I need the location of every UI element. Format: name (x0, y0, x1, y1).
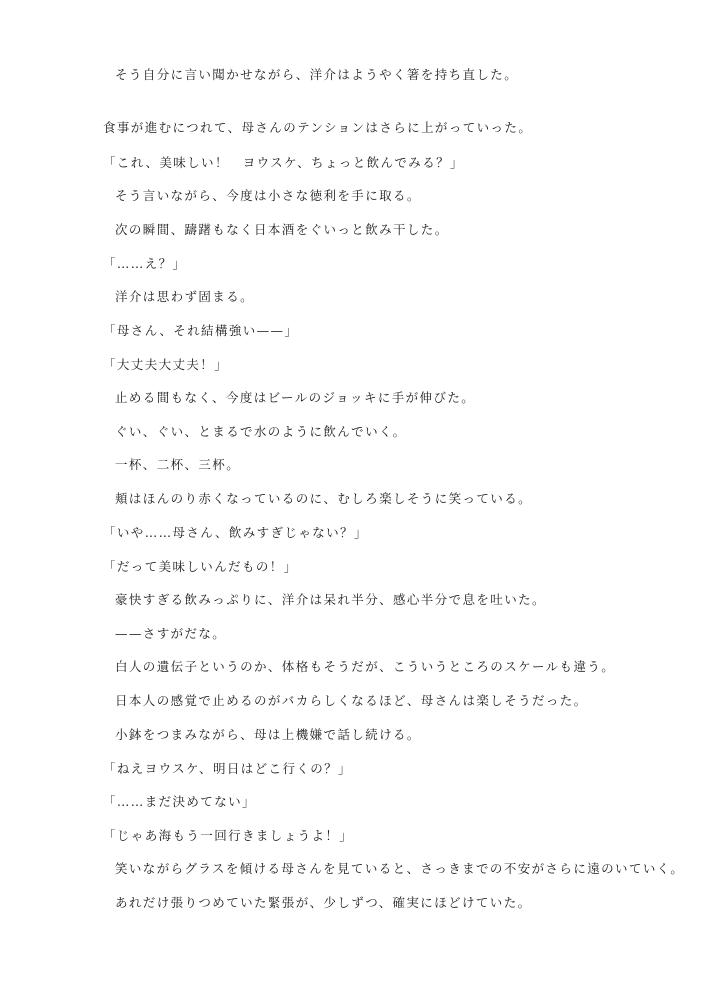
paragraph-line: あれだけ張りつめていた緊張が、少しずつ、確実にほどけていた。 (115, 895, 532, 910)
dialogue-line: 「……え？」 (103, 256, 187, 271)
paragraph-line: 頬はほんのり赤くなっているのに、むしろ楽しそうに笑っている。 (115, 491, 533, 506)
paragraph-line: ぐい、ぐい、とまるで水のように飲んでいく。 (115, 424, 407, 439)
dialogue-line: 「だって美味しいんだもの！」 (103, 559, 298, 574)
dialogue-line: 「ねえヨウスケ、明日はどこ行くの？」 (103, 761, 352, 776)
paragraph-line: 洋介は思わず固まる。 (115, 289, 255, 304)
paragraph-line: 食事が進むにつれて、母さんのテンションはさらに上がっていった。 (103, 120, 533, 135)
paragraph-line: そう言いながら、今度は小さな徳利を手に取る。 (115, 188, 421, 203)
dialogue-line: 「いや……母さん、飲みすぎじゃない？」 (103, 525, 368, 540)
dialogue-line: 「大丈夫大丈夫！」 (103, 357, 229, 372)
dialogue-line: 「……まだ決めてない」 (103, 794, 256, 809)
paragraph-line: 小鉢をつまみながら、母は上機嫌で話し続ける。 (115, 727, 421, 742)
paragraph-line: 一杯、二杯、三杯。 (115, 457, 241, 472)
paragraph-line: そう自分に言い聞かせながら、洋介はようやく箸を持ち直した。 (115, 67, 519, 82)
dialogue-line: 「これ、美味しい！ ヨウスケ、ちょっと飲んでみる？」 (103, 155, 464, 170)
dialogue-line: 「じゃあ海もう一回行きましょうよ！」 (103, 828, 354, 843)
paragraph-line: 止める間もなく、今度はビールのジョッキに手が伸びた。 (115, 390, 476, 405)
paragraph-line: 日本人の感覚で止めるのがバカらしくなるほど、母さんは楽しそうだった。 (115, 693, 588, 708)
paragraph-line: ——さすがだな。 (115, 626, 227, 641)
dialogue-line: 「母さん、それ結構強い——」 (103, 323, 299, 338)
paragraph-line: 白人の遺伝子というのか、体格もそうだが、こういうところのスケールも違う。 (115, 659, 616, 674)
paragraph-line: 笑いながらグラスを傾ける母さんを見ていると、さっきまでの不安がさらに遠のいていく。 (115, 861, 685, 876)
paragraph-line: 豪快すぎる飲みっぷりに、洋介は呆れ半分、感心半分で息を吐いた。 (115, 592, 546, 607)
paragraph-line: 次の瞬間、躊躇もなく日本酒をぐいっと飲み干した。 (115, 222, 449, 237)
